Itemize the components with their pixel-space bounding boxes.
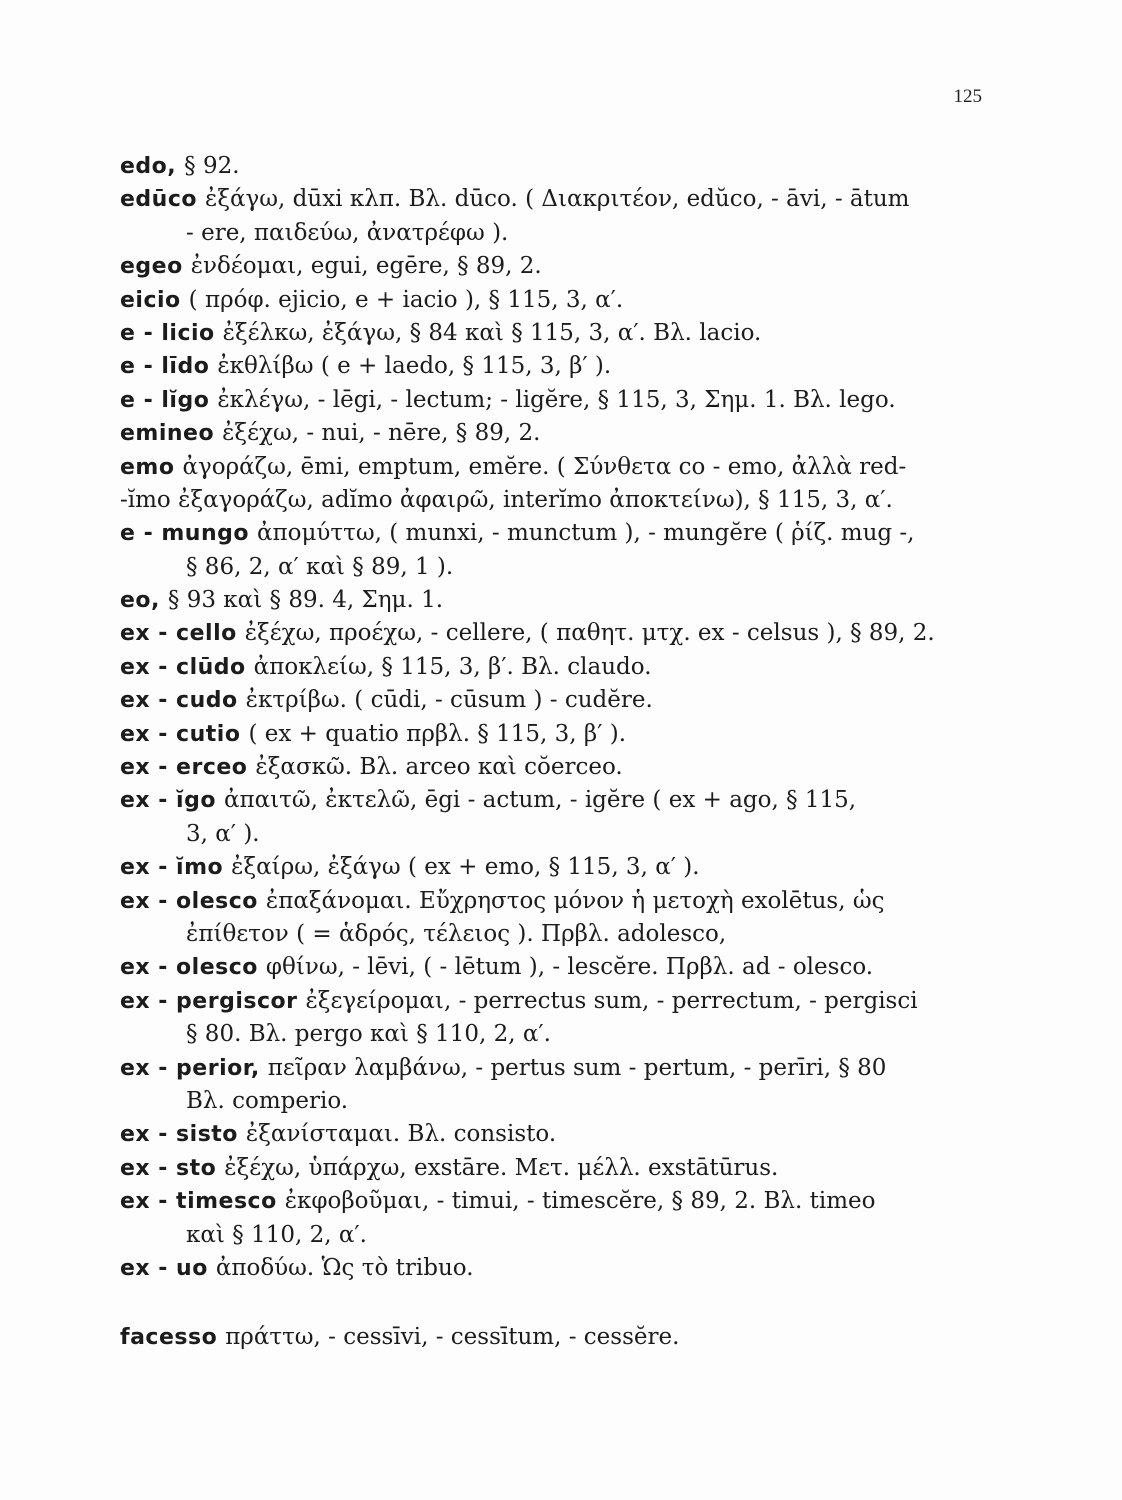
definition: ἐνδέομαι, egui, egēre, § 89, 2. <box>190 253 542 280</box>
definition: ἐξάγω, dūxi κλπ. Βλ. dūco. ( Διακριτέον, edŭco, - āvi, - ātum <box>205 186 910 213</box>
definition-continuation: καὶ § 110, 2, α′. <box>186 1221 367 1248</box>
definition: πράττω, - cessīvi, - cessītum, - cessĕre. <box>225 1324 680 1351</box>
headword: e - līdo <box>120 354 210 380</box>
headword: eo, <box>120 588 160 614</box>
headword: ex - pergiscor <box>120 988 298 1014</box>
definition-continuation: § 80. Βλ. pergo καὶ § 110, 2, α′. <box>186 1021 551 1048</box>
entry-experior <box>120 1052 980 1119</box>
definition: ἀποδύω. Ὡς τὸ tribuo. <box>215 1254 474 1281</box>
definition: § 92. <box>184 153 240 179</box>
definition: ( ex + quatio πρβλ. § 115, 3, β′ ). <box>248 720 627 747</box>
headword: facesso <box>120 1325 218 1351</box>
definition-continuation: - ere, παιδεύω, ἀνατρέφω ). <box>186 219 509 246</box>
entry-emungo <box>120 517 980 584</box>
definition: ( πρόφ. ejicio, e + iacio ), § 115, 3, α′. <box>188 286 624 313</box>
entry-excludo <box>120 651 980 684</box>
headword: ex - ĭgo <box>120 788 216 814</box>
entry-educo <box>120 183 980 250</box>
definition: ἐξαίρω, ἐξάγω ( ex + emo, § 115, 3, α′ ). <box>231 854 700 881</box>
definition: ἐξέλκω, ἐξάγω, § 84 καὶ § 115, 3, α′. Βλ. lacio. <box>222 319 762 346</box>
definition-continuation: ἐπίθετον ( = ἁδρός, τέλειος ). Πρβλ. adolesco, <box>186 920 727 947</box>
entry-elicio <box>120 317 980 350</box>
dictionary-entries <box>120 150 980 1355</box>
headword: e - lĭgo <box>120 387 210 413</box>
entry-edo <box>120 150 980 183</box>
definition-continuation: Βλ. comperio. <box>186 1087 349 1114</box>
headword: ex - olesco <box>120 888 258 914</box>
entry-excudo <box>120 684 980 717</box>
definition: ἐξέχω, προέχω, - cellere, ( παθητ. μτχ. ex - celsus ), § 89, 2. <box>244 620 935 647</box>
entry-exerceo <box>120 751 980 784</box>
headword: ex - ĭmo <box>120 855 224 881</box>
definition: ἐξέχω, ὑπάρχω, exstāre. Μετ. μέλλ. exstātūrus. <box>224 1154 779 1181</box>
definition: φθίνω, - lēvi, ( - lētum ), - lescĕre. Πρβλ. ad - olesco. <box>265 954 874 981</box>
definition-continuation: 3, α′ ). <box>186 820 260 847</box>
headword: emineo <box>120 421 215 447</box>
section-gap <box>120 1285 980 1321</box>
entry-emineo <box>120 417 980 450</box>
definition: ἐξασκῶ. Βλ. arceo καὶ cŏerceo. <box>255 754 623 781</box>
entry-excutio <box>120 718 980 751</box>
definition-continuation: § 86, 2, α′ καὶ § 89, 1 ). <box>186 553 454 580</box>
definition: ἐπαξάνομαι. Εὔχρηστος μόνον ἡ μετοχὴ exolētus, ὡς <box>265 887 885 914</box>
definition: § 93 καὶ § 89. 4, Σημ. 1. <box>167 587 444 614</box>
definition: ἐξανίσταμαι. Βλ. consisto. <box>245 1121 557 1148</box>
definition: ἐκφοβοῦμαι, - timui, - timescĕre, § 89, 2. Βλ. timeo <box>284 1188 876 1215</box>
definition: ἀγοράζω, ēmi, emptum, emĕre. ( Σύνθετα co - emo, ἀλλὰ red- <box>182 453 907 480</box>
page-number: 125 <box>953 86 982 107</box>
entry-facesso <box>120 1321 980 1354</box>
headword: emo <box>120 454 175 480</box>
entry-exsto <box>120 1152 980 1185</box>
headword: ex - uo <box>120 1255 208 1281</box>
entry-elido <box>120 350 980 383</box>
entry-egeo <box>120 250 980 283</box>
headword: eicio <box>120 287 181 313</box>
headword: ex - sto <box>120 1155 217 1181</box>
headword: e - mungo <box>120 521 249 547</box>
headword: ex - erceo <box>120 755 248 781</box>
definition: ἐξέχω, - nui, - nēre, § 89, 2. <box>222 420 541 447</box>
headword: ex - cutio <box>120 721 241 747</box>
entry-eo <box>120 584 980 617</box>
headword: e - licio <box>120 320 215 346</box>
headword: ex - perior, <box>120 1055 260 1081</box>
entry-exigo <box>120 784 980 851</box>
headword: ex - timesco <box>120 1189 277 1215</box>
definition: ἀποκλείω, § 115, 3, β′. Βλ. claudo. <box>253 653 652 680</box>
headword: ex - cudo <box>120 688 238 714</box>
entry-exsisto <box>120 1118 980 1151</box>
entry-excello <box>120 617 980 650</box>
definition: ἐκτρίβω. ( cūdi, - cūsum ) - cudĕre. <box>245 687 653 714</box>
headword: egeo <box>120 254 183 280</box>
entry-emo <box>120 451 980 518</box>
headword: edūco <box>120 187 197 213</box>
entry-exuo <box>120 1252 980 1285</box>
entry-extimesco <box>120 1185 980 1252</box>
entry-exolesco-1 <box>120 885 980 952</box>
entry-eicio <box>120 284 980 317</box>
definition: πεῖραν λαμβάνω, - pertus sum - pertum, - perīri, § 80 <box>267 1054 887 1081</box>
headword: edo, <box>120 154 177 179</box>
entry-exolesco-2 <box>120 951 980 984</box>
headword: ex - clūdo <box>120 654 246 680</box>
definition: ἀπομύττω, ( munxi, - munctum ), - mungĕre ( ῥίζ. mug -, <box>256 520 915 547</box>
definition: ἀπαιτῶ, ἐκτελῶ, ēgi - actum, - igĕre ( ex + ago, § 115, <box>223 787 857 814</box>
entry-expergiscor <box>120 985 980 1052</box>
headword: ex - cello <box>120 621 237 647</box>
definition: ἐκθλίβω ( e + laedo, § 115, 3, β′ ). <box>217 353 612 380</box>
headword: ex - sisto <box>120 1122 238 1148</box>
definition: ἐξεγείρομαι, - perrectus sum, - perrectum, - pergisci <box>305 987 918 1014</box>
definition-continuation: -ĭmo ἐξαγοράζω, adĭmo ἀφαιρῶ, interĭmo ἀποκτείνω), § 115, 3, α′. <box>120 486 893 513</box>
entry-eligo <box>120 384 980 417</box>
entry-eximo <box>120 851 980 884</box>
definition: ἐκλέγω, - lēgi, - lectum; - ligĕre, § 115, 3, Σημ. 1. Βλ. lego. <box>217 386 896 413</box>
headword: ex - olesco <box>120 955 258 981</box>
